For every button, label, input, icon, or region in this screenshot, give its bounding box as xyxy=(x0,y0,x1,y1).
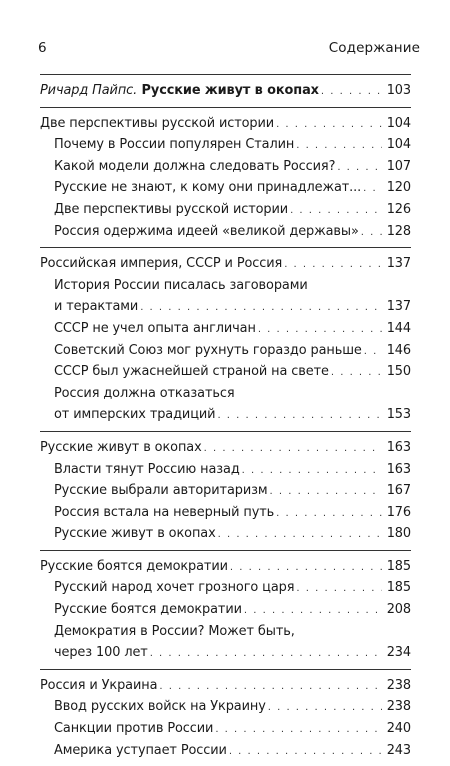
dot-leader xyxy=(268,697,382,719)
chapter-title: Две перспективы русской истории xyxy=(40,115,275,131)
page-ref: 238 xyxy=(386,677,411,693)
dot-leader xyxy=(276,503,382,525)
page-ref: 243 xyxy=(386,742,411,758)
entry-title: Русские не знают, к кому они принадлежат... xyxy=(54,180,362,196)
dot-leader xyxy=(337,157,382,179)
chapter-author: Ричард Пайпс. xyxy=(40,83,138,98)
toc-chapter-entry xyxy=(40,437,411,459)
toc-entry xyxy=(40,718,411,740)
toc-entry xyxy=(40,523,411,545)
dot-leader xyxy=(364,341,382,363)
page-header xyxy=(30,40,420,60)
entry-title: Россия встала на неверный путь xyxy=(54,504,275,520)
page-ref: 104 xyxy=(386,115,411,131)
toc-entry xyxy=(40,480,411,502)
entry-title: Русские живут в окопах xyxy=(54,526,216,542)
entry-title: Советский Союз мог рухнуть гораздо раньше xyxy=(54,342,362,358)
entry-title: СССР был ужаснейшей страной на свете xyxy=(54,364,329,380)
page-ref: 185 xyxy=(386,558,411,574)
dot-leader xyxy=(258,319,382,341)
toc-entry xyxy=(40,459,411,481)
dot-leader xyxy=(296,135,382,157)
dot-leader xyxy=(204,438,382,460)
entry-title: Россия должна отказаться xyxy=(54,385,235,401)
toc-chapter-entry xyxy=(40,113,411,135)
toc-entry xyxy=(40,740,411,762)
entry-title: Ввод русских войск на Украину xyxy=(54,699,266,715)
chapter-title: Россия и Украина xyxy=(40,677,158,693)
dot-leader xyxy=(331,362,382,384)
toc-section xyxy=(40,247,411,431)
dot-leader xyxy=(296,578,382,600)
page-ref: 137 xyxy=(386,299,411,315)
toc-section xyxy=(40,550,411,669)
entry-title: Россия одержима идеей «великой державы» xyxy=(54,223,359,239)
entry-title: от имперских традиций xyxy=(54,407,216,423)
page-ref: 163 xyxy=(386,439,411,455)
page-ref: 144 xyxy=(386,320,411,336)
chapter-title xyxy=(40,80,319,102)
dot-leader xyxy=(244,600,382,622)
entry-title: и терактами xyxy=(54,299,139,315)
toc-section xyxy=(40,431,411,550)
toc-entry xyxy=(40,318,411,340)
page-number: 6 xyxy=(38,40,47,56)
entry-title: Почему в России популярен Сталин xyxy=(54,137,295,153)
dot-leader xyxy=(229,741,382,763)
dot-leader xyxy=(215,719,382,741)
toc-entry xyxy=(40,383,411,405)
page-ref: 146 xyxy=(386,342,411,358)
page-ref: 240 xyxy=(386,721,411,737)
page-ref: 103 xyxy=(386,83,411,98)
toc-entry xyxy=(40,642,411,664)
toc-chapter-entry xyxy=(40,80,411,102)
entry-title: Власти тянут Россию назад xyxy=(54,461,240,477)
entry-title: через 100 лет xyxy=(54,645,148,661)
dot-leader xyxy=(284,254,382,276)
toc-entry xyxy=(40,599,411,621)
toc-entry xyxy=(40,340,411,362)
entry-title: Русские боятся демократии xyxy=(54,602,242,618)
toc-entry xyxy=(40,577,411,599)
toc-section xyxy=(40,669,411,766)
page-ref: 234 xyxy=(386,645,411,661)
dot-leader xyxy=(230,557,382,579)
page-ref: 167 xyxy=(386,483,411,499)
toc-entry xyxy=(40,621,411,643)
toc-entry xyxy=(40,221,411,243)
toc-entry xyxy=(40,156,411,178)
entry-title: СССР не учел опыта англичан xyxy=(54,320,256,336)
page-ref: 208 xyxy=(386,602,411,618)
entry-title: Две перспективы русской истории xyxy=(54,201,289,217)
page-ref: 176 xyxy=(386,504,411,520)
toc-entry xyxy=(40,502,411,524)
page-ref: 150 xyxy=(386,364,411,380)
dot-leader xyxy=(217,405,382,427)
toc-entry xyxy=(40,296,411,318)
entry-title: Русский народ хочет грозного царя xyxy=(54,580,295,596)
dot-leader xyxy=(218,524,382,546)
page-ref: 104 xyxy=(386,137,411,153)
toc-chapter-entry xyxy=(40,253,411,275)
toc-entry xyxy=(40,361,411,383)
dot-leader xyxy=(159,676,382,698)
dot-leader xyxy=(150,643,382,665)
entry-title: Санкции против России xyxy=(54,721,214,737)
running-title: Содержание xyxy=(328,40,420,56)
page-ref: 128 xyxy=(386,223,411,239)
toc-section xyxy=(40,107,411,248)
entry-title: Америка уступает России xyxy=(54,742,227,758)
page-ref: 153 xyxy=(386,407,411,423)
entry-title: Демократия в России? Может быть, xyxy=(54,623,295,639)
page-ref: 107 xyxy=(386,158,411,174)
page-ref: 185 xyxy=(386,580,411,596)
page-ref: 120 xyxy=(386,180,411,196)
chapter-title: Русские живут в окопах xyxy=(40,439,202,455)
chapter-title: Русские боятся демократии xyxy=(40,558,228,574)
entry-title: История России писалась заговорами xyxy=(54,277,308,293)
dot-leader xyxy=(276,114,382,136)
page-ref: 137 xyxy=(386,256,411,272)
toc-chapter-entry xyxy=(40,556,411,578)
dot-leader xyxy=(140,297,382,319)
toc-entry xyxy=(40,404,411,426)
toc-entry xyxy=(40,275,411,297)
toc-section xyxy=(40,74,411,107)
page-ref: 180 xyxy=(386,526,411,542)
toc-chapter-entry xyxy=(40,675,411,697)
toc-entry xyxy=(40,199,411,221)
page-ref: 163 xyxy=(386,461,411,477)
dot-leader xyxy=(242,460,382,482)
toc-entry xyxy=(40,177,411,199)
entry-title: Русские выбрали авторитаризм xyxy=(54,483,268,499)
toc-entry xyxy=(40,696,411,718)
chapter-title: Российская империя, СССР и Россия xyxy=(40,256,283,272)
page-ref: 238 xyxy=(386,699,411,715)
dot-leader xyxy=(290,200,382,222)
table-of-contents xyxy=(40,74,411,766)
toc-entry xyxy=(40,134,411,156)
dot-leader xyxy=(321,81,382,103)
dot-leader xyxy=(361,222,382,244)
dot-leader xyxy=(363,178,382,200)
dot-leader xyxy=(270,481,383,503)
entry-title: Какой модели должна следовать Россия? xyxy=(54,158,336,174)
page-ref: 126 xyxy=(386,201,411,217)
chapter-title-text: Русские живут в окопах xyxy=(137,83,319,98)
